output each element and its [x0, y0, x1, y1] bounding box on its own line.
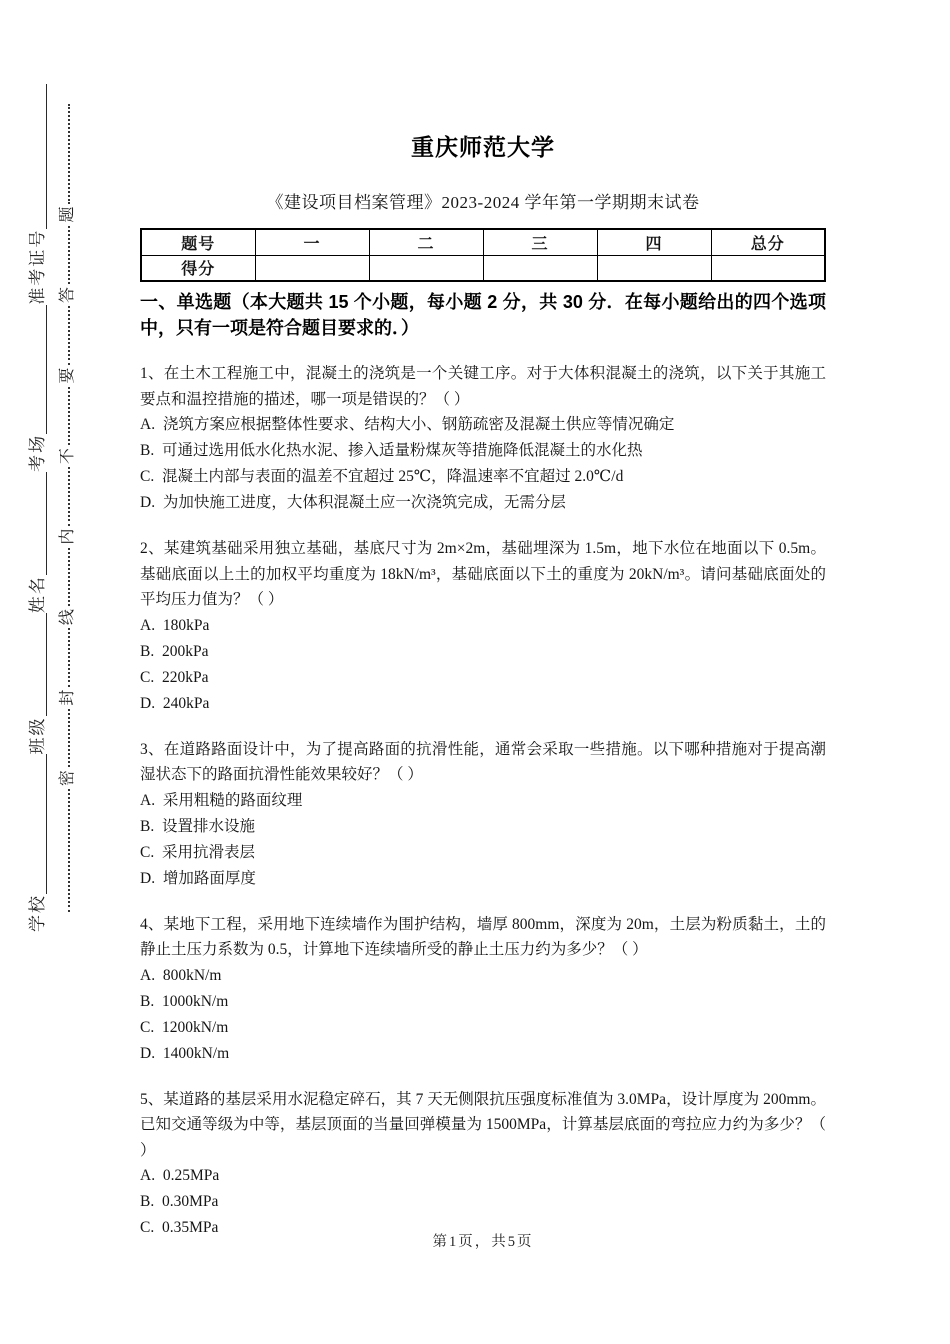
- seal-char: 线: [59, 609, 76, 626]
- dotted-segment: [68, 306, 70, 365]
- option-a: A. 浇筑方案应根据整体性要求、结构大小、钢筋疏密及混凝土供应等情况确定: [140, 416, 675, 433]
- score-table-cell-score-label: 得分: [141, 255, 255, 281]
- question-stem: 1、在土木工程施工中，混凝土的浇筑是一个关键工序。对于大体积混凝土的浇筑，以下关于其施工要点和温控措施的描述，哪一项是错误的？（ ）: [140, 365, 826, 408]
- dotted-segment: [68, 548, 70, 607]
- seal-label-class: 班级: [28, 716, 47, 755]
- question-3: [140, 737, 826, 892]
- dotted-segment: [68, 387, 70, 446]
- score-table-cell-question-no: 题号: [141, 229, 255, 255]
- blank-underline: [46, 472, 47, 575]
- university-title: 重庆师范大学: [411, 134, 555, 160]
- seal-char: 密: [59, 770, 76, 787]
- option-c: C. 220kPa: [140, 668, 209, 686]
- seal-char: 封: [59, 689, 76, 706]
- blank-underline: [46, 84, 47, 229]
- seal-char: 要: [59, 367, 76, 384]
- section-heading: 一、单选题（本大题共 15 个小题，每小题 2 分，共 30 分．在每小题给出的四个选项中，只有一项是符合题目要求的．）: [140, 292, 826, 338]
- seal-dotted-line: [56, 104, 80, 912]
- exam-subtitle: 《建设项目档案管理》2023-2024 学年第一学期期末试卷: [266, 193, 700, 212]
- dotted-segment: [68, 709, 70, 768]
- score-table-cell-section-3: 三: [483, 229, 597, 255]
- option-b: B. 设置排水设施: [140, 817, 255, 835]
- seal-labels-line: [26, 84, 50, 932]
- dotted-segment: [68, 628, 70, 687]
- question-stem: 5、某道路的基层采用水泥稳定碎石，其 7 天无侧限抗压强度标准值为 3.0MPa，设计厚度为 200mm。已知交通等级为中等，基层顶面的当量回弹模量为 1500MPa，计算基层底面的弯拉应力约为多少？（ ）: [140, 1090, 830, 1159]
- option-d: D. 增加路面厚度: [140, 869, 256, 887]
- seal-char: 内: [59, 528, 76, 545]
- score-empty-cell: [597, 255, 711, 281]
- option-a: A. 0.25MPa: [140, 1167, 220, 1184]
- option-b: B. 1000kN/m: [140, 992, 229, 1010]
- score-table-score-row: [141, 255, 825, 281]
- option-c: C. 采用抗滑表层: [140, 843, 255, 861]
- score-table-cell-section-1: 一: [255, 229, 369, 255]
- question-2: [140, 536, 826, 717]
- blank-underline: [46, 613, 47, 716]
- question-stem: 2、某建筑基础采用独立基础，基底尺寸为 2m×2m，基础埋深为 1.5m，地下水位在地面以下 0.5m。基础底面以上土的加权平均重度为 18kN/m³，基础底面以下土的重度为 20kN/m³。请问基础底面处的平均压力值为？（ ）: [140, 540, 826, 608]
- blank-underline: [46, 305, 47, 434]
- seal-label-school: 学校: [28, 894, 47, 932]
- option-c: C. 混凝土内部与表面的温差不宜超过 25℃，降温速率不宜超过 2.0℃/d: [140, 468, 624, 485]
- option-d: D. 为加快施工进度，大体积混凝土应一次浇筑完成，无需分层: [140, 494, 566, 511]
- score-empty-cell: [483, 255, 597, 281]
- seal-char: 题: [59, 206, 76, 223]
- option-b: B. 200kPa: [140, 642, 209, 660]
- score-empty-cell: [711, 255, 825, 281]
- option-d: D. 1400kN/m: [140, 1044, 230, 1062]
- score-table-cell-total: 总分: [711, 229, 825, 255]
- score-table-cell-section-2: 二: [369, 229, 483, 255]
- option-c: C. 0.35MPa: [140, 1219, 219, 1236]
- exam-content: [140, 0, 830, 1241]
- question-4: [140, 912, 826, 1067]
- seal-label-admission-no: 准考证号: [28, 228, 47, 305]
- question-stem: 4、某地下工程，采用地下连续墙作为围护结构，墙厚 800mm，深度为 20m，土层为粉质黏土，土的静止土压力系数为 0.5，计算地下连续墙所受的静止土压力约为多少？（ ）: [140, 915, 826, 958]
- dotted-segment: [68, 226, 70, 285]
- option-a: A. 800kN/m: [140, 966, 222, 984]
- seal-char: 不: [59, 448, 76, 465]
- question-stem: 3、在道路路面设计中，为了提高路面的抗滑性能，通常会采取一些措施。以下哪种措施对于提高潮湿状态下的路面抗滑性能效果较好？（ ）: [140, 740, 826, 783]
- dotted-segment: [68, 789, 70, 912]
- seal-label-room: 考场: [28, 433, 47, 472]
- blank-underline: [46, 755, 47, 895]
- page-footer: 第1页，共5页: [432, 1234, 534, 1250]
- question-5: [140, 1087, 830, 1242]
- dotted-segment: [68, 104, 70, 203]
- option-c: C. 1200kN/m: [140, 1018, 229, 1036]
- score-empty-cell: [255, 255, 369, 281]
- seal-char: 答: [59, 287, 76, 304]
- question-1: [140, 361, 826, 516]
- option-b: B. 可通过选用低水化热水泥、掺入适量粉煤灰等措施降低混凝土的水化热: [140, 442, 643, 459]
- score-table-cell-section-4: 四: [597, 229, 711, 255]
- option-d: D. 240kPa: [140, 694, 210, 712]
- score-table: [140, 228, 826, 282]
- score-empty-cell: [369, 255, 483, 281]
- option-a: A. 180kPa: [140, 616, 210, 634]
- score-table-header-row: [141, 229, 825, 255]
- option-a: A. 采用粗糙的路面纹理: [140, 791, 303, 809]
- option-b: B. 0.30MPa: [140, 1193, 219, 1210]
- dotted-segment: [68, 467, 70, 526]
- seal-label-name: 姓名: [28, 575, 47, 614]
